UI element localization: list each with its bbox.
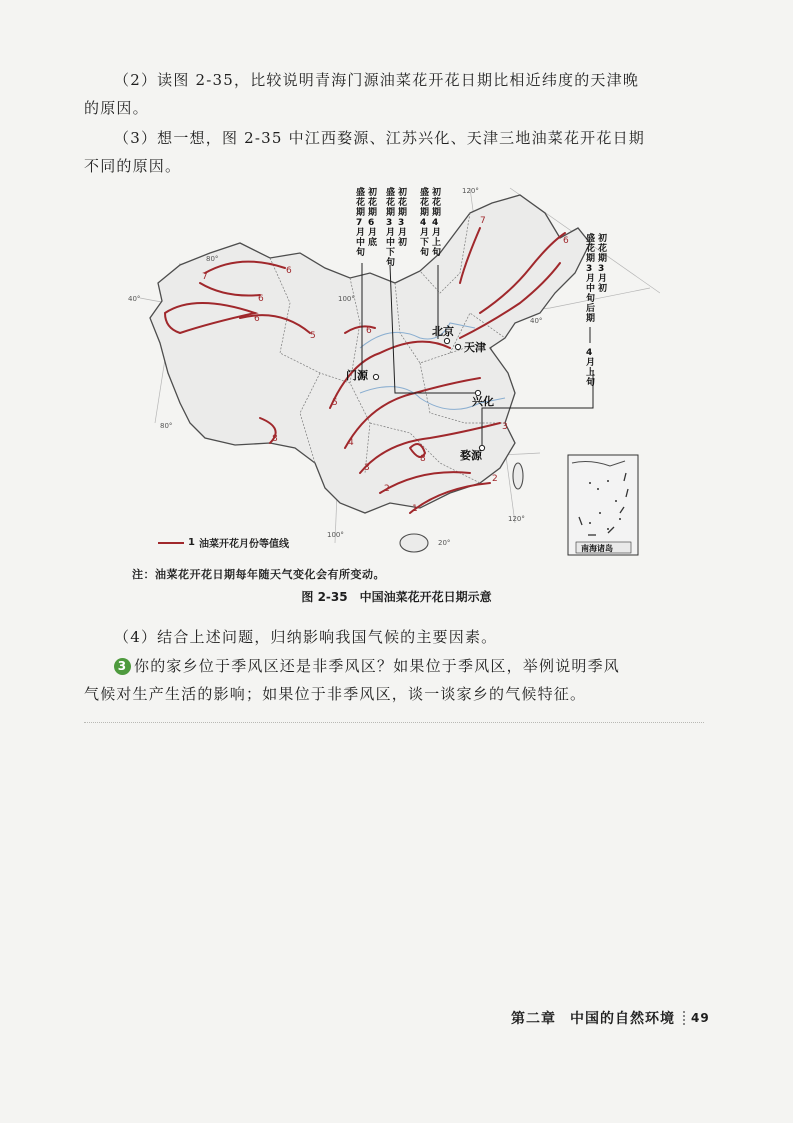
footer-title: 中国的自然环境 <box>570 1011 675 1027</box>
callout-char: 4 <box>586 348 593 358</box>
parallel-label: 20° <box>438 539 451 547</box>
menyuan-label: 门源 <box>346 369 368 382</box>
callout-char: 月 <box>432 228 442 238</box>
callout-char: 月 <box>598 274 608 284</box>
callout-char: 旬 <box>356 248 366 258</box>
page-footer <box>511 1008 710 1028</box>
callout-char: 期 <box>368 208 378 218</box>
callout-char: 中 <box>386 238 396 248</box>
callout-char: 月 <box>586 358 596 368</box>
callout-char: 旬 <box>386 258 396 268</box>
tianjin-label: 天津 <box>464 341 486 354</box>
callout-char: 旬 <box>586 294 596 304</box>
isoline-label: 6 <box>254 314 260 324</box>
callout-char: 初 <box>432 188 442 198</box>
callout-char: 花 <box>356 198 366 208</box>
hainan-island <box>400 534 428 552</box>
isoline-label: 6 <box>563 236 569 246</box>
legend-text: 油菜开花月份等值线 <box>198 539 289 550</box>
xinghua-callout <box>385 186 407 268</box>
isoline-label: 8 <box>272 434 278 444</box>
activity-3-line-1 <box>84 652 696 680</box>
callout-char: 下 <box>386 248 396 258</box>
isoline-label: 2 <box>384 484 390 494</box>
callout-char: 初 <box>398 188 408 198</box>
south-sea-label: 南海诸岛 <box>581 544 613 553</box>
legend-value: 1 <box>188 537 195 548</box>
callout-char: 后 <box>586 304 596 314</box>
callout-char: 7 <box>356 218 363 228</box>
wuyuan-label: 婺源 <box>460 449 482 462</box>
callout-char: 花 <box>598 244 608 254</box>
meridian-label: 80° <box>160 422 173 430</box>
menyuan-marker <box>373 374 378 379</box>
question-4-line: （4）结合上述问题，归纳影响我国气候的主要因素。 <box>114 628 498 646</box>
isoline-label: 5 <box>332 398 338 408</box>
isoline-label: 3 <box>364 463 370 473</box>
isoline-label: 6 <box>258 294 264 304</box>
callout-char: 4 <box>432 218 439 228</box>
tianjin-callout <box>419 186 441 258</box>
callout-char: 期 <box>586 314 596 324</box>
callout-char: 中 <box>586 284 596 294</box>
callout-char: 花 <box>432 198 442 208</box>
isoline-label: 7 <box>202 272 208 282</box>
footer-chapter: 第二章 <box>511 1011 556 1027</box>
callout-char: 花 <box>420 198 430 208</box>
callout-char: 6 <box>368 218 375 228</box>
callout-char: 期 <box>432 208 442 218</box>
activity-3-text: 你的家乡位于季风区还是非季风区？如果位于季风区，举例说明季风 <box>134 657 621 675</box>
rapeseed-flowering-map <box>120 183 660 563</box>
callout-char: 旬 <box>432 248 442 258</box>
taiwan-island <box>513 463 523 489</box>
menyuan-callout <box>355 186 377 258</box>
callout-char: 盛 <box>356 188 366 198</box>
activity-3-line-2: 气候对生产生活的影响；如果位于非季风区，谈一谈家乡的气候特征。 <box>84 685 587 703</box>
callout-char: 期 <box>586 254 596 264</box>
callout-char: 中 <box>356 238 366 248</box>
tianjin-marker <box>455 344 460 349</box>
question-3-line-1: （3）想一想，图 2-35 中江西婺源、江苏兴化、天津三地油菜花开花日期 <box>114 129 645 147</box>
callout-char: 旬 <box>586 378 596 388</box>
beijing-marker <box>444 338 449 343</box>
activity-number-badge: 3 <box>114 658 131 675</box>
parallel-label: 40° <box>530 317 543 325</box>
activity-3 <box>84 652 696 708</box>
callout-char: 盛 <box>586 234 596 244</box>
meridian-label: 100° <box>338 295 355 303</box>
callout-char: 月 <box>386 228 396 238</box>
callout-char: 期 <box>420 208 430 218</box>
meridian-label: 100° <box>327 531 344 539</box>
isoline-label: 5 <box>310 331 316 341</box>
callout-char: 上 <box>432 238 442 248</box>
isoline-label: 6 <box>366 326 372 336</box>
isoline-legend-swatch <box>158 542 184 544</box>
callout-char: 3 <box>398 218 405 228</box>
question-3 <box>84 124 696 180</box>
isoline-label: 4 <box>348 438 354 448</box>
isoline-label: 8 <box>420 454 426 464</box>
callout-char: 初 <box>598 284 608 294</box>
page-number: 49 <box>683 1011 710 1025</box>
callout-char: 初 <box>398 238 408 248</box>
parallel-label: 40° <box>128 295 141 303</box>
callout-char: 4 <box>420 218 427 228</box>
callout-char: 初 <box>598 234 608 244</box>
isoline-label: 1 <box>412 504 418 514</box>
callout-char: 上 <box>586 368 596 378</box>
callout-char: 花 <box>368 198 378 208</box>
wuyuan-callout <box>585 232 607 388</box>
meridian-label: 120° <box>462 187 479 195</box>
section-divider <box>84 722 704 723</box>
callout-char: 3 <box>586 264 593 274</box>
callout-char: 月 <box>356 228 366 238</box>
callout-char: 花 <box>398 198 408 208</box>
callout-char: 期 <box>598 254 608 264</box>
callout-char: 花 <box>386 198 396 208</box>
callout-char: 期 <box>398 208 408 218</box>
question-2 <box>84 66 696 122</box>
question-3-line-2: 不同的原因。 <box>84 157 182 175</box>
callout-char: 盛 <box>420 188 430 198</box>
callout-char: 下 <box>420 238 430 248</box>
callout-char: 月 <box>398 228 408 238</box>
xinghua-label: 兴化 <box>472 395 494 408</box>
isoline-label: 2 <box>492 474 498 484</box>
callout-char: 初 <box>368 188 378 198</box>
isoline-label: 7 <box>480 216 486 226</box>
callout-char: 旬 <box>420 248 430 258</box>
isoline-label: 3 <box>502 422 508 432</box>
callout-char: 盛 <box>386 188 396 198</box>
question-2-line-2: 的原因。 <box>84 99 149 117</box>
callout-char: 花 <box>586 244 596 254</box>
callout-char: 期 <box>386 208 396 218</box>
figure-caption: 图 2-35 中国油菜花开花日期示意 <box>301 590 492 604</box>
beijing-label: 北京 <box>432 325 454 338</box>
callout-char: 3 <box>386 218 393 228</box>
map-legend <box>158 535 289 550</box>
question-2-line-1: （2）读图 2-35，比较说明青海门源油菜花开花日期比相近纬度的天津晚 <box>114 71 640 89</box>
meridian-label: 120° <box>508 515 525 523</box>
callout-char: 月 <box>586 274 596 284</box>
south-sea-inset <box>568 455 638 555</box>
isoline-label: 6 <box>286 266 292 276</box>
callout-char: 月 <box>368 228 378 238</box>
callout-char: 底 <box>368 238 378 248</box>
callout-char: 期 <box>356 208 366 218</box>
china-map-svg <box>120 183 660 563</box>
map-note: 注：油菜花开花日期每年随天气变化会有所变动。 <box>132 568 385 581</box>
question-4 <box>84 623 696 651</box>
callout-char: 月 <box>420 228 430 238</box>
callout-char: 3 <box>598 264 605 274</box>
meridian-label: 80° <box>206 255 219 263</box>
